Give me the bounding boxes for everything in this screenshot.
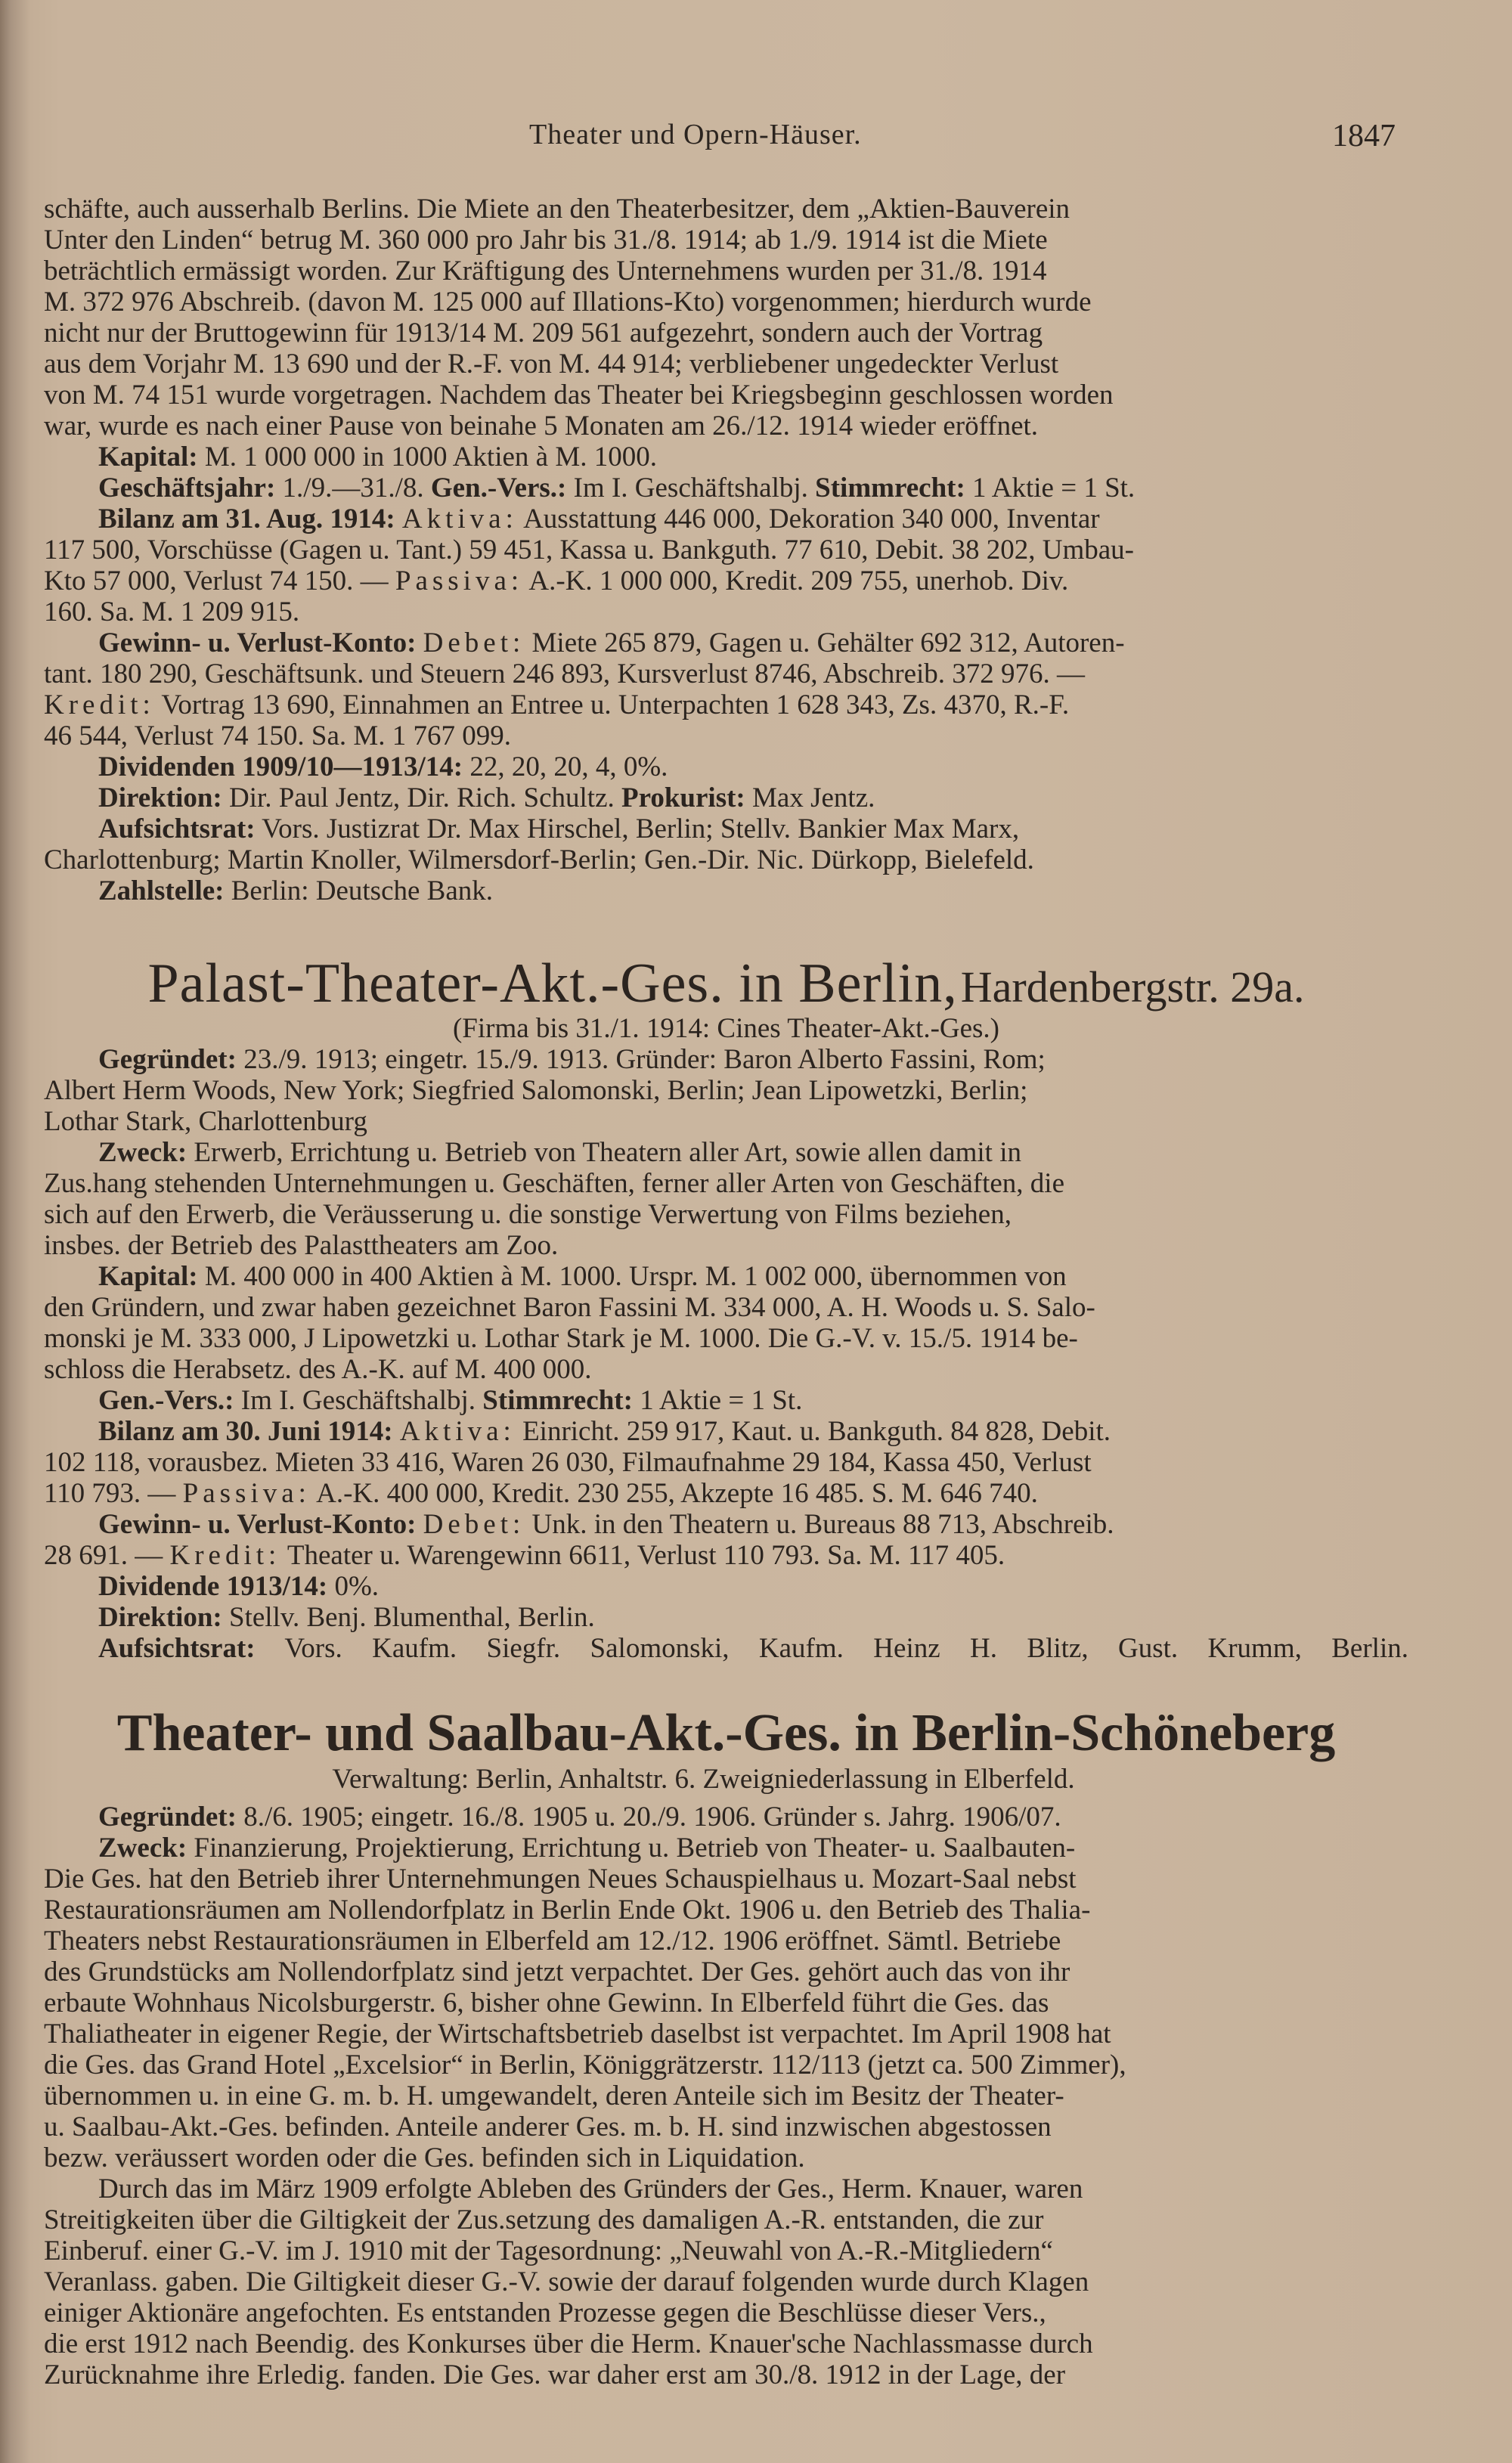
field-label: Gen.-Vers.: [430,472,567,503]
line-content: insbes. der Betrieb des Palasttheaters am Zoo. [44,1230,559,1261]
line-content: Die Ges. hat den Betrieb ihrer Unternehmungen Neues Schauspielhaus u. Mozart-Saal nebst [44,1864,1077,1894]
line-content [98,1602,595,1633]
text-line [44,1044,1408,1075]
text-line [44,1894,1408,1925]
text-line [44,1385,1408,1416]
line-content: Lothar Stark, Charlottenburg [44,1106,367,1137]
paragraph [44,782,1408,813]
paragraph [44,751,1408,782]
text-line [44,256,1408,287]
text-line [44,2204,1408,2235]
text-line [44,1199,1408,1230]
line-content [44,1540,1005,1571]
text-line [44,1292,1408,1323]
paragraph [44,1802,1408,1833]
text-line [44,503,1408,534]
text-run: 1 Aktie = 1 St. [965,472,1136,503]
line-content: monski je M. 333 000, J Lipowetzki u. Lothar Stark je M. 1000. Die G.-V. v. 15./5. 1914 be- [44,1323,1078,1354]
field-label: Kapital: [98,1261,198,1292]
field-label: Aufsichtsrat: [98,1633,256,1664]
text-line [44,1509,1408,1540]
text-line [44,1230,1408,1261]
text-line [44,1925,1408,1956]
text-run: Vortrag 13 690, Einnahmen an Entree u. Unterpachten 1 628 343, Zs. 4370, R.-F. [154,689,1070,720]
text-line [44,2142,1408,2173]
section-continued-entry [44,194,1408,906]
text-line [44,441,1408,472]
field-label: Aufsichtsrat: [98,813,256,844]
line-content: nicht nur der Bruttogewinn für 1913/14 M. 209 561 aufgezehrt, sondern auch der Vortrag [44,318,1043,349]
text-line [44,410,1408,441]
text-run: A.-K. 1 000 000, Kredit. 209 755, unerhob. Div. [523,565,1069,596]
text-line [44,1602,1408,1633]
section-theater-saalbau [44,1703,1408,2390]
line-content: aus dem Vorjahr M. 13 690 und der R.-F. von M. 44 914; verbliebener ungedeckter Verlust [44,349,1059,380]
text-line [44,844,1408,875]
line-content [44,1478,1038,1509]
field-label: Zweck: [98,1833,187,1864]
field-label: Geschäftsjahr: [98,472,276,503]
spaced-label: Kredit: [44,689,155,720]
text-line [44,627,1408,658]
line-content: 46 544, Verlust 74 150. Sa. M. 1 767 099. [44,720,512,751]
text-run: Theater u. Warengewinn 6611, Verlust 110 793. Sa. M. 117 405. [280,1540,1005,1571]
text-line [44,1168,1408,1199]
line-content: M. 372 976 Abschreib. (davon M. 125 000 auf Illations-Kto) vorgenommen; hierdurch wurde [44,287,1092,318]
line-content [98,751,668,782]
text-line [44,1323,1408,1354]
line-content: den Gründern, und zwar haben gezeichnet Baron Fassini M. 334 000, A. H. Woods u. S. Salo- [44,1292,1095,1323]
spaced-label: Kredit: [169,1540,281,1571]
company-administration: Verwaltung: Berlin, Anhaltstr. 6. Zweigniederlassung in Elberfeld. [332,1764,1075,1795]
line-content: u. Saalbau-Akt.-Ges. befinden. Anteile anderer Ges. m. b. H. sind inzwischen abgestossen [44,2111,1052,2142]
paragraph [44,472,1408,503]
paragraph [44,875,1408,906]
field-label: Dividende 1913/14: [98,1571,328,1602]
text-line [44,318,1408,349]
text-line [44,380,1408,410]
line-content: tant. 180 290, Geschäftsunk. und Steuern 246 893, Kursverlust 8746, Abschreib. 372 976. — [44,658,1086,689]
text-run: Max Jentz. [745,782,875,813]
line-content: von M. 74 151 wurde vorgetragen. Nachdem das Theater bei Kriegsbeginn geschlossen worden [44,380,1114,410]
text-line [44,2235,1408,2266]
text-line [44,472,1408,503]
text-line [44,534,1408,565]
line-content [98,1137,1021,1168]
text-line [44,720,1408,751]
text-run: M. 400 000 in 400 Aktien à M. 1000. Urspr. M. 1 002 000, übernommen von [197,1261,1067,1292]
line-content: Zurücknahme ihre Erledig. fanden. Die Ges. war daher erst am 30./8. 1912 in der Lage, der [44,2359,1066,2390]
line-content [98,1385,802,1416]
line-content [98,1571,379,1602]
paragraph [44,1385,1408,1416]
text-run [416,627,423,658]
text-line [44,2266,1408,2297]
text-line [44,1802,1408,1833]
section-body [44,194,1408,906]
paragraph [44,1261,1408,1385]
text-run: A.-K. 400 000, Kredit. 230 255, Akzepte 16 485. S. M. 646 740. [310,1478,1038,1509]
text-line [44,689,1408,720]
paragraph [44,441,1408,472]
paragraph [44,1509,1408,1571]
spaced-label: Passiva: [182,1478,311,1509]
text-line [44,1478,1408,1509]
paragraph [44,1833,1408,2173]
field-label: Kapital: [98,441,198,472]
text-run: Berlin: Deutsche Bank. [224,875,494,906]
text-run: Stellv. Benj. Blumenthal, Berlin. [222,1602,595,1633]
line-content: Theaters nebst Restaurationsräumen in Elberfeld am 12./12. 1906 eröffnet. Sämtl. Betriebe [44,1925,1061,1956]
text-run: Vors. Justizrat Dr. Max Hirschel, Berlin; Stellv. Bankier Max Marx, [255,813,1020,844]
spaced-label: Aktiva: [401,503,518,534]
line-content: Charlottenburg; Martin Knoller, Wilmersdorf-Berlin; Gen.-Dir. Nic. Dürkopp, Bielefeld. [44,844,1034,875]
running-head [0,118,1512,156]
line-content [98,875,493,906]
line-content [98,1802,1061,1833]
running-head-title: Theater und Opern-Häuser. [529,119,862,150]
line-content: Einberuf. einer G.-V. im J. 1910 mit der Tagesordnung: „Neuwahl von A.-R.-Mitgliedern“ [44,2235,1053,2266]
text-line [44,813,1408,844]
text-line [44,1540,1408,1571]
text-run: Miete 265 879, Gagen u. Gehälter 692 312, Autoren- [525,627,1125,658]
paragraph [44,627,1408,751]
text-line [44,1987,1408,2018]
text-run: Einricht. 259 917, Kaut. u. Bankguth. 84 828, Debit. [515,1416,1111,1447]
text-line [44,1633,1408,1664]
line-content: 102 118, vorausbez. Mieten 33 416, Waren 26 030, Filmaufnahme 29 184, Kassa 450, Verlust [44,1447,1092,1478]
spaced-label: Debet: [423,1509,525,1540]
section-body [44,1044,1408,1664]
line-content [98,813,1019,844]
text-line [44,1956,1408,1987]
text-run: Ausstattung 446 000, Dekoration 340 000, Inventar [517,503,1100,534]
text-line [44,1416,1408,1447]
line-content: schäfte, auch ausserhalb Berlins. Die Miete an den Theaterbesitzer, dem „Aktien-Bauverein [44,194,1070,225]
text-line [44,287,1408,318]
text-run [393,1416,400,1447]
line-content: war, wurde es nach einer Pause von beinahe 5 Monaten am 26./12. 1914 wieder eröffnet. [44,410,1039,441]
company-heading [44,954,1408,1013]
field-label: Gen.-Vers.: [98,1385,234,1416]
line-content: erbaute Wohnhaus Nicolsburgerstr. 6, bisher ohne Gewinn. In Elberfeld führt die Ges. das [44,1987,1049,2018]
line-content: übernommen u. in eine G. m. b. H. umgewandelt, deren Anteile sich im Besitz der Theater- [44,2080,1064,2111]
line-content: 160. Sa. M. 1 209 915. [44,596,300,627]
line-content: des Grundstücks am Nollendorfplatz sind jetzt verpachtet. Der Ges. gehört auch das von ihr [44,1956,1070,1987]
line-content [44,565,1068,596]
field-label: Gegründet: [98,1044,237,1075]
spaced-label: Passiva: [395,565,524,596]
text-run: Finanzierung, Projektierung, Errichtung u. Betrieb von Theater- u. Saalbauten- [187,1833,1076,1864]
text-line [44,2173,1408,2204]
company-former-name: (Firma bis 31./1. 1914: Cines Theater-Akt.-Ges.) [452,1013,1000,1044]
text-run: Im I. Geschäftshalbj. [566,472,816,503]
paragraph [44,1602,1408,1633]
text-line [44,782,1408,813]
line-content: Streitigkeiten über die Giltigkeit der Zus.setzung des damaligen A.-R. entstanden, die zur [44,2204,1044,2235]
line-content: die erst 1912 nach Beendig. des Konkurses über die Herm. Knauer'sche Nachlassmasse durch [44,2328,1093,2359]
paragraph [44,2173,1408,2390]
field-label: Direktion: [98,1602,222,1633]
field-label: Gewinn- u. Verlust-Konto: [98,627,417,658]
text-line [44,2297,1408,2328]
field-label: Stimmrecht: [482,1385,633,1416]
company-name: Theater- und Saalbau-Akt.-Ges. in Berlin-Schöneberg [116,1704,1336,1762]
text-line [44,565,1408,596]
text-line [44,194,1408,225]
field-label: Stimmrecht: [815,472,965,503]
text-line [44,1447,1408,1478]
text-line [44,1075,1408,1106]
text-run: 22, 20, 20, 4, 0%. [463,751,668,782]
line-content: einiger Aktionäre angefochten. Es entstanden Prozesse gegen die Beschlüsse dieser Vers., [44,2297,1046,2328]
text-run: 0%. [327,1571,380,1602]
text-line [44,596,1408,627]
text-run [416,1509,423,1540]
text-run: Im I. Geschäftshalbj. [234,1385,483,1416]
text-line [44,2018,1408,2049]
text-line [44,2080,1408,2111]
paragraph [44,1571,1408,1602]
line-content: 117 500, Vorschüsse (Gagen u. Tant.) 59 451, Kassa u. Bankguth. 77 610, Debit. 38 202, Umbau- [44,534,1134,565]
paragraph [44,503,1408,627]
spaced-label: Debet: [423,627,525,658]
line-content: beträchtlich ermässigt worden. Zur Kräftigung des Unternehmens wurden per 31./8. 1914 [44,256,1047,287]
line-content: Restaurationsräumen am Nollendorfplatz in Berlin Ende Okt. 1906 u. den Betrieb des Thalia- [44,1894,1091,1925]
line-content: Durch das im März 1909 erfolgte Ableben des Gründers der Ges., Herm. Knauer, waren [98,2173,1083,2204]
text-run: 28 691. — [44,1540,170,1571]
field-label: Bilanz am 30. Juni 1914: [98,1416,393,1447]
section-body [44,1802,1408,2390]
text-run: Unk. in den Theatern u. Bureaus 88 713, Abschreib. [525,1509,1114,1540]
line-content [44,689,1069,720]
line-content [98,1509,1114,1540]
text-run: Kto 57 000, Verlust 74 150. — [44,565,395,596]
text-line [44,2111,1408,2142]
line-content: sich auf den Erwerb, die Veräusserung u. die sonstige Verwertung von Films beziehen, [44,1199,1012,1230]
text-run: 1./9.—31./8. [275,472,431,503]
text-line [44,349,1408,380]
field-label: Gewinn- u. Verlust-Konto: [98,1509,417,1540]
line-content: Zus.hang stehenden Unternehmungen u. Geschäften, ferner aller Arten von Geschäften, die [44,1168,1064,1199]
text-run: M. 1 000 000 in 1000 Aktien à M. 1000. [197,441,657,472]
line-content: Unter den Linden“ betrug M. 360 000 pro Jahr bis 31./8. 1914; ab 1./9. 1914 ist die Miete [44,225,1048,256]
company-name: Palast-Theater-Akt.-Ges. in Berlin, [147,953,958,1015]
line-content: schloss die Herabsetz. des A.-K. auf M. 400 000. [44,1354,592,1385]
spaced-label: Aktiva: [399,1416,516,1447]
text-line [44,1864,1408,1894]
text-line [44,2359,1408,2390]
paragraph [44,1416,1408,1509]
line-content: Veranlass. gaben. Die Giltigkeit dieser G.-V. sowie der darauf folgenden wurde durch Klagen [44,2266,1089,2297]
line-content: bezw. veräussert worden oder die Ges. befinden sich in Liquidation. [44,2142,805,2173]
paragraph [44,1137,1408,1261]
company-heading [44,1703,1408,1764]
text-run: 23./9. 1913; eingetr. 15./9. 1913. Gründer: Baron Alberto Fassini, Rom; [236,1044,1046,1075]
text-line [44,1571,1408,1602]
paragraph [44,1633,1408,1664]
text-line [44,1833,1408,1864]
paragraph [44,194,1408,441]
field-label: Zahlstelle: [98,875,225,906]
text-line [44,751,1408,782]
line-content [98,627,1125,658]
line-content [98,472,1135,503]
paragraph [44,1044,1408,1137]
field-label: Prokurist: [621,782,745,813]
text-run: 8./6. 1905; eingetr. 16./8. 1905 u. 20./9. 1906. Gründer s. Jahrg. 1906/07. [236,1802,1061,1833]
line-content: Albert Herm Woods, New York; Siegfried Salomonski, Berlin; Jean Lipowetzki, Berlin; [44,1075,1028,1106]
text-run: 110 793. — [44,1478,183,1509]
text-run [395,503,402,534]
field-label: Dividenden 1909/10—1913/14: [98,751,463,782]
company-address: Hardenbergstr. 29a. [960,962,1305,1012]
line-content [98,1416,1111,1447]
line-content [98,1833,1075,1864]
line-content [98,1633,1408,1664]
line-content [98,782,875,813]
text-run: Erwerb, Errichtung u. Betrieb von Theatern aller Art, sowie allen damit in [187,1137,1021,1168]
line-content [98,503,1100,534]
text-line [44,1106,1408,1137]
text-line [44,658,1408,689]
text-run: Dir. Paul Jentz, Dir. Rich. Schultz. [222,782,621,813]
line-content: die Ges. das Grand Hotel „Excelsior“ in Berlin, Königgrätzerstr. 112/113 (jetzt ca. 500 Zimmer), [44,2049,1126,2080]
text-line [44,225,1408,256]
text-line [44,2328,1408,2359]
text-line [44,1261,1408,1292]
paragraph [44,813,1408,875]
text-line [44,875,1408,906]
line-content: Thaliatheater in eigener Regie, der Wirtschaftsbetrieb daselbst ist verpachtet. Im April 1908 hat [44,2018,1111,2049]
field-label: Gegründet: [98,1802,237,1833]
page-number: 1847 [1332,119,1396,153]
section-palast-theater [44,954,1408,1664]
text-line [44,2049,1408,2080]
text-line [44,1354,1408,1385]
field-label: Bilanz am 31. Aug. 1914: [98,503,395,534]
text-run: 1 Aktie = 1 St. [632,1385,803,1416]
line-content [98,1044,1046,1075]
line-content [98,1261,1067,1292]
text-line [44,1137,1408,1168]
field-label: Zweck: [98,1137,187,1168]
line-content [98,441,657,472]
text-run: Vors. Kaufm. Siegfr. Salomonski, Kaufm. Heinz H. Blitz, Gust. Krumm, Berlin. [255,1633,1408,1664]
field-label: Direktion: [98,782,222,813]
